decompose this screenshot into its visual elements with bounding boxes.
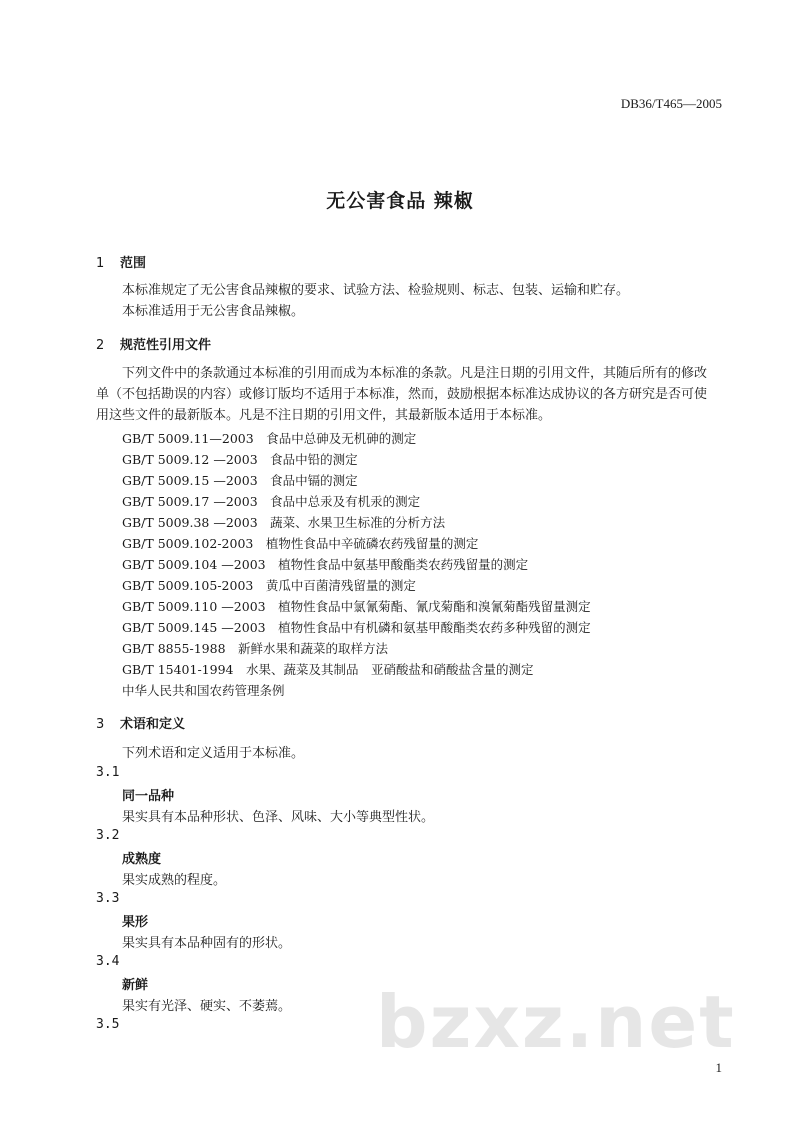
reference-item: GB/T 5009.105-2003 黄瓜中百菌清残留量的测定: [122, 578, 416, 593]
reference-item: GB/T 8855-1988 新鲜水果和蔬菜的取样方法: [122, 641, 389, 656]
section-heading-terms: 3 术语和定义: [96, 717, 186, 732]
reference-item: GB/T 5009.17 —2003 食品中总汞及有机汞的测定: [122, 494, 421, 509]
reference-item: 中华人民共和国农药管理条例: [122, 683, 285, 698]
term-definition: 果实具有本品种固有的形状。: [122, 936, 292, 951]
document-code: DB36/T465—2005: [620, 96, 722, 111]
terms-intro: 下列术语和定义适用于本标准。: [122, 746, 305, 761]
term-definition: 果实成熟的程度。: [122, 873, 227, 888]
term-number: 3.1: [96, 765, 120, 780]
term-name: 新鲜: [122, 978, 149, 993]
refs-intro-paragraph: 下列文件中的条款通过本标准的引用而成为本标准的条款。凡是注日期的引用文件，其随后所有的修改单（不包括勘误的内容）或修订版均不适用于本标准，然而，鼓励根据本标准达成协议的各方研究是否可使用这些文件的最新版本。凡是不注日期的引用文件，其最新版本适用于本标准。: [96, 366, 708, 423]
watermark: bzxz.net: [376, 980, 736, 1064]
scope-paragraph: 本标准规定了无公害食品辣椒的要求、试验方法、检验规则、标志、包装、运输和贮存。: [122, 283, 630, 298]
reference-item: GB/T 5009.110 —2003 植物性食品中氯氰菊酯、氰戊菊酯和溴氰菊酯残留量测定: [122, 599, 591, 614]
reference-item: GB/T 5009.11—2003 食品中总砷及无机砷的测定: [122, 431, 417, 446]
term-name: 成熟度: [122, 852, 162, 867]
term-number: 3.4: [96, 954, 120, 969]
section-heading-normative-refs: 2 规范性引用文件: [96, 338, 212, 353]
reference-item: GB/T 5009.12 —2003 食品中铅的测定: [122, 452, 358, 467]
term-number: 3.3: [96, 891, 120, 906]
term-name: 果形: [122, 915, 149, 930]
reference-item: GB/T 5009.15 —2003 食品中镉的测定: [122, 473, 358, 488]
page-number: 1: [715, 1060, 722, 1075]
term-number: 3.2: [96, 828, 120, 843]
reference-item: GB/T 5009.102-2003 植物性食品中辛硫磷农药残留量的测定: [122, 536, 479, 551]
term-number: 3.5: [96, 1017, 120, 1032]
term-definition: 果实有光泽、硬实、不萎蔫。: [122, 999, 292, 1014]
section-heading-scope: 1 范围: [96, 256, 147, 271]
scope-paragraph: 本标准适用于无公害食品辣椒。: [122, 304, 305, 319]
reference-item: GB/T 5009.145 —2003 植物性食品中有机磷和氨基甲酸酯类农药多种残留的测定: [122, 620, 591, 635]
term-name: 同一品种: [122, 789, 175, 804]
reference-item: GB/T 5009.38 —2003 蔬菜、水果卫生标准的分析方法: [122, 515, 446, 530]
term-definition: 果实具有本品种形状、色泽、风味、大小等典型性状。: [122, 810, 435, 825]
reference-item: GB/T 5009.104 —2003 植物性食品中氨基甲酸酯类农药残留量的测定: [122, 557, 529, 572]
document-title: 无公害食品 辣椒: [326, 190, 474, 212]
reference-item: GB/T 15401-1994 水果、蔬菜及其制品 亚硝酸盐和硝酸盐含量的测定: [122, 662, 534, 677]
